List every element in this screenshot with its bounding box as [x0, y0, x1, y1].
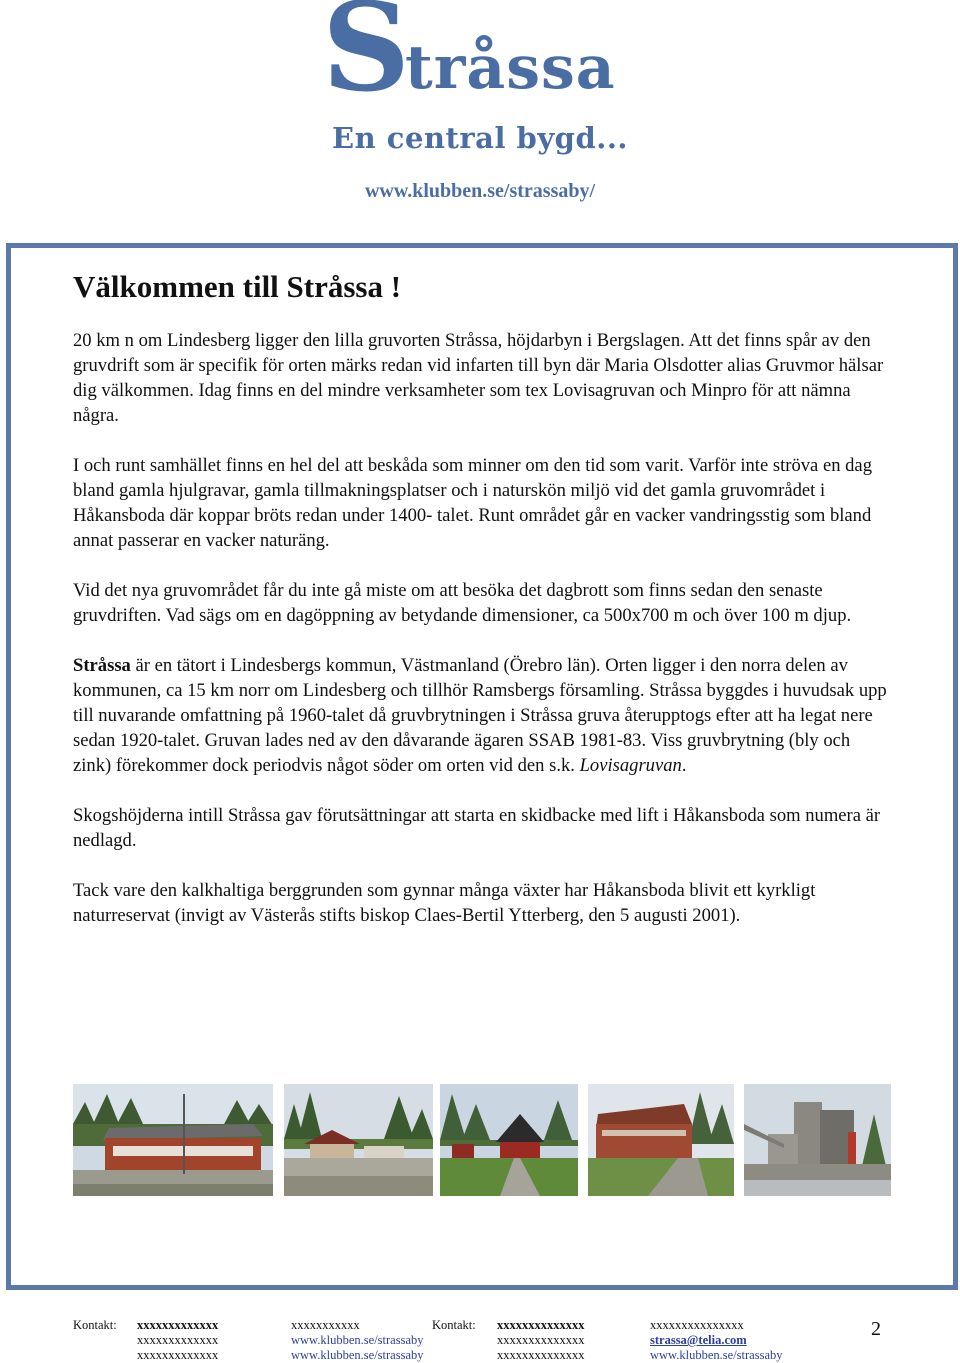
- footer-col-2: [291, 1318, 424, 1363]
- photo-village-houses: [284, 1084, 433, 1196]
- page-number: 2: [871, 1318, 881, 1340]
- footer-link-3[interactable]: www.klubben.se/strassaby: [650, 1348, 783, 1362]
- footer-c3-line-2: xxxxxxxxxxxxxx: [497, 1333, 585, 1347]
- paragraph-2: I och runt samhället finns en hel del att beskåda som minner om den tid som varit. Varför inte ströva en dag bland gamla hjulgravar, gamla tillmakningsplatser och i naturskön miljö vid det gamla gruvområdet i Håkansboda där koppar bröts redan under 1400- talet. Runt området går en vacker vandringsstig som bland annat passerar en vacker naturäng.: [73, 455, 872, 551]
- paragraph-4-strong: Stråssa: [73, 655, 131, 676]
- footer-c1-line-2: xxxxxxxxxxxxx: [137, 1333, 219, 1347]
- logo-header: [0, 0, 960, 240]
- paragraph-5: Skogshöjderna intill Stråssa gav förutsättningar att starta en skidbacke med lift i Håkansboda som numera är nedlagd.: [73, 805, 881, 851]
- photo-school-building: [73, 1084, 273, 1196]
- photo-red-church: [440, 1084, 578, 1196]
- paragraph-4-end: .: [681, 755, 687, 776]
- footer-link-2[interactable]: www.klubben.se/strassaby: [291, 1348, 424, 1362]
- footer-c3-line-1: xxxxxxxxxxxxxx: [497, 1318, 585, 1332]
- footer-email-link[interactable]: strassa@telia.com: [650, 1333, 747, 1347]
- footer-c3-line-3: xxxxxxxxxxxxxx: [497, 1348, 585, 1362]
- paragraph-1: 20 km n om Lindesberg ligger den lilla gruvorten Stråssa, höjdarbyn i Bergslagen. Att det finns spår av den gruvdrift som är specifik för orten märks redan vid infarten till byn där Maria Olsdotter alias Gruvmor hälsar dig välkommen. Idag finns en del mindre verksamheter som tex Lovisagruvan och Minpro för att nämna några.: [73, 330, 884, 426]
- page-title: Välkommen till Stråssa !: [73, 269, 402, 304]
- footer-c1-line-1: xxxxxxxxxxxxx: [137, 1318, 219, 1332]
- paragraph-4: [73, 653, 893, 778]
- article: [73, 268, 893, 953]
- paragraph-3: Vid det nya gruvområdet får du inte gå miste om att besöka det dagbrott som finns sedan den senaste gruvdriften. Vad sägs om en dagöppning av betydande dimensioner, ca 500x700 m och över 100 m djup.: [73, 580, 852, 626]
- logo-wordmark: tråssa: [405, 33, 616, 103]
- site-url[interactable]: www.klubben.se/strassaby/: [364, 180, 596, 202]
- logo-initial: S: [322, 0, 409, 119]
- footer-contact-label-1: Kontakt:: [73, 1318, 117, 1332]
- photo-mine-building: [588, 1084, 734, 1196]
- logo-tagline: En central bygd...: [332, 121, 629, 155]
- footer-contact-label-2: Kontakt:: [432, 1318, 476, 1332]
- photo-mine-tower: [744, 1084, 891, 1196]
- paragraph-4-text: är en tätort i Lindesbergs kommun, Västmanland (Örebro län). Orten ligger i den norra delen av kommunen, ca 15 km norr om Lindesberg och tillhör Ramsbergs församling. Stråssa byggdes i huvudsak upp till nuvarande omfattning på 1960-talet då gruvbrytningen i Stråssa gruva återupptogs efter att ha legat nere sedan 1920-talet. Gruvan lades ned av den dåvarande ägaren SSAB 1981-83. Viss gruvbrytning (bly och zink) förekommer dock periodvis något söder om orten vid den s.k.: [73, 655, 887, 776]
- paragraph-6: Tack vare den kalkhaltiga berggrunden som gynnar många växter har Håkansboda blivit ett kyrkligt naturreservat (invigt av Västerås stifts biskop Claes-Bertil Ytterberg, den 5 augusti 2001).: [73, 880, 816, 926]
- footer-c4-line-1: xxxxxxxxxxxxxxx: [650, 1318, 744, 1332]
- footer-c1-line-3: xxxxxxxxxxxxx: [137, 1348, 219, 1362]
- footer-c2-line-1: xxxxxxxxxxx: [291, 1318, 360, 1332]
- footer-link-1[interactable]: www.klubben.se/strassaby: [291, 1333, 424, 1347]
- footer-col-1: [137, 1318, 218, 1363]
- footer-col-4: [650, 1318, 783, 1363]
- footer-col-3: [497, 1318, 585, 1363]
- paragraph-4-italic: Lovisagruvan: [579, 755, 682, 776]
